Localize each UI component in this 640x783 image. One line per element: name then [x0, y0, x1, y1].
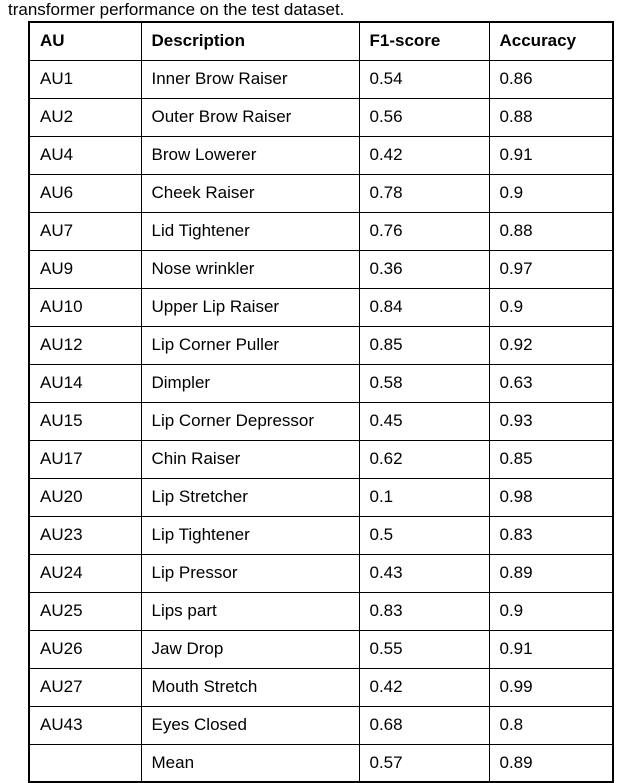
column-header-description: Description	[141, 22, 359, 60]
cell-accuracy: 0.83	[489, 516, 613, 554]
cell-f1-score: 0.83	[359, 592, 489, 630]
cell-accuracy: 0.9	[489, 174, 613, 212]
cell-au: AU4	[29, 136, 141, 174]
table-row	[29, 288, 613, 326]
cell-f1-score: 0.57	[359, 744, 489, 782]
table-row	[29, 744, 613, 782]
cell-au: AU7	[29, 212, 141, 250]
cell-f1-score: 0.68	[359, 706, 489, 744]
table-row	[29, 592, 613, 630]
cell-description: Chin Raiser	[141, 440, 359, 478]
column-header-au: AU	[29, 22, 141, 60]
cell-au: AU17	[29, 440, 141, 478]
cell-description: Lip Tightener	[141, 516, 359, 554]
cell-au: AU24	[29, 554, 141, 592]
cell-accuracy: 0.91	[489, 630, 613, 668]
cell-description: Mean	[141, 744, 359, 782]
cell-accuracy: 0.9	[489, 592, 613, 630]
cell-f1-score: 0.62	[359, 440, 489, 478]
cell-accuracy: 0.63	[489, 364, 613, 402]
table-row	[29, 478, 613, 516]
cell-f1-score: 0.1	[359, 478, 489, 516]
cell-au: AU25	[29, 592, 141, 630]
action-unit-results-table	[28, 21, 614, 783]
cell-f1-score: 0.42	[359, 668, 489, 706]
cell-description: Lip Stretcher	[141, 478, 359, 516]
cell-description: Brow Lowerer	[141, 136, 359, 174]
cell-accuracy: 0.88	[489, 98, 613, 136]
cell-f1-score: 0.55	[359, 630, 489, 668]
cell-accuracy: 0.93	[489, 402, 613, 440]
cell-description: Eyes Closed	[141, 706, 359, 744]
table-body	[29, 60, 613, 782]
cell-accuracy: 0.89	[489, 744, 613, 782]
cell-f1-score: 0.84	[359, 288, 489, 326]
cell-accuracy: 0.85	[489, 440, 613, 478]
column-header-f1-score: F1-score	[359, 22, 489, 60]
table-row	[29, 554, 613, 592]
table-row	[29, 60, 613, 98]
table-row	[29, 440, 613, 478]
cell-f1-score: 0.36	[359, 250, 489, 288]
cell-f1-score: 0.42	[359, 136, 489, 174]
cell-description: Outer Brow Raiser	[141, 98, 359, 136]
cell-accuracy: 0.86	[489, 60, 613, 98]
table-row	[29, 516, 613, 554]
cell-description: Dimpler	[141, 364, 359, 402]
cell-description: Inner Brow Raiser	[141, 60, 359, 98]
cell-accuracy: 0.8	[489, 706, 613, 744]
cell-description: Upper Lip Raiser	[141, 288, 359, 326]
cell-accuracy: 0.89	[489, 554, 613, 592]
table-header	[29, 22, 613, 60]
cell-au: AU1	[29, 60, 141, 98]
table-row	[29, 402, 613, 440]
cell-accuracy: 0.88	[489, 212, 613, 250]
cell-f1-score: 0.78	[359, 174, 489, 212]
cell-au: AU14	[29, 364, 141, 402]
table-row	[29, 136, 613, 174]
cell-f1-score: 0.45	[359, 402, 489, 440]
cell-au: AU23	[29, 516, 141, 554]
cell-f1-score: 0.58	[359, 364, 489, 402]
cell-description: Lip Corner Depressor	[141, 402, 359, 440]
table-row	[29, 98, 613, 136]
table-row	[29, 668, 613, 706]
cell-description: Lip Pressor	[141, 554, 359, 592]
cell-f1-score: 0.5	[359, 516, 489, 554]
table-row	[29, 250, 613, 288]
cell-description: Jaw Drop	[141, 630, 359, 668]
table-header-row	[29, 22, 613, 60]
table-row	[29, 326, 613, 364]
cell-au: AU43	[29, 706, 141, 744]
cell-au	[29, 744, 141, 782]
cell-accuracy: 0.91	[489, 136, 613, 174]
cell-au: AU27	[29, 668, 141, 706]
cell-accuracy: 0.97	[489, 250, 613, 288]
table-row	[29, 364, 613, 402]
cell-accuracy: 0.99	[489, 668, 613, 706]
results-table-container	[28, 21, 612, 783]
cell-description: Cheek Raiser	[141, 174, 359, 212]
cell-f1-score: 0.43	[359, 554, 489, 592]
cell-au: AU10	[29, 288, 141, 326]
cell-description: Lid Tightener	[141, 212, 359, 250]
cell-au: AU6	[29, 174, 141, 212]
cell-au: AU26	[29, 630, 141, 668]
cell-description: Lip Corner Puller	[141, 326, 359, 364]
cell-f1-score: 0.56	[359, 98, 489, 136]
cell-f1-score: 0.54	[359, 60, 489, 98]
table-row	[29, 630, 613, 668]
table-row	[29, 174, 613, 212]
cell-f1-score: 0.76	[359, 212, 489, 250]
column-header-accuracy: Accuracy	[489, 22, 613, 60]
cell-accuracy: 0.98	[489, 478, 613, 516]
cell-au: AU15	[29, 402, 141, 440]
cell-au: AU2	[29, 98, 141, 136]
cell-au: AU12	[29, 326, 141, 364]
cell-au: AU9	[29, 250, 141, 288]
cell-description: Lips part	[141, 592, 359, 630]
cell-au: AU20	[29, 478, 141, 516]
table-row	[29, 706, 613, 744]
cell-accuracy: 0.92	[489, 326, 613, 364]
table-caption: transformer performance on the test dataset.	[8, 0, 345, 19]
cell-description: Mouth Stretch	[141, 668, 359, 706]
table-row	[29, 212, 613, 250]
cell-f1-score: 0.85	[359, 326, 489, 364]
cell-description: Nose wrinkler	[141, 250, 359, 288]
cell-accuracy: 0.9	[489, 288, 613, 326]
